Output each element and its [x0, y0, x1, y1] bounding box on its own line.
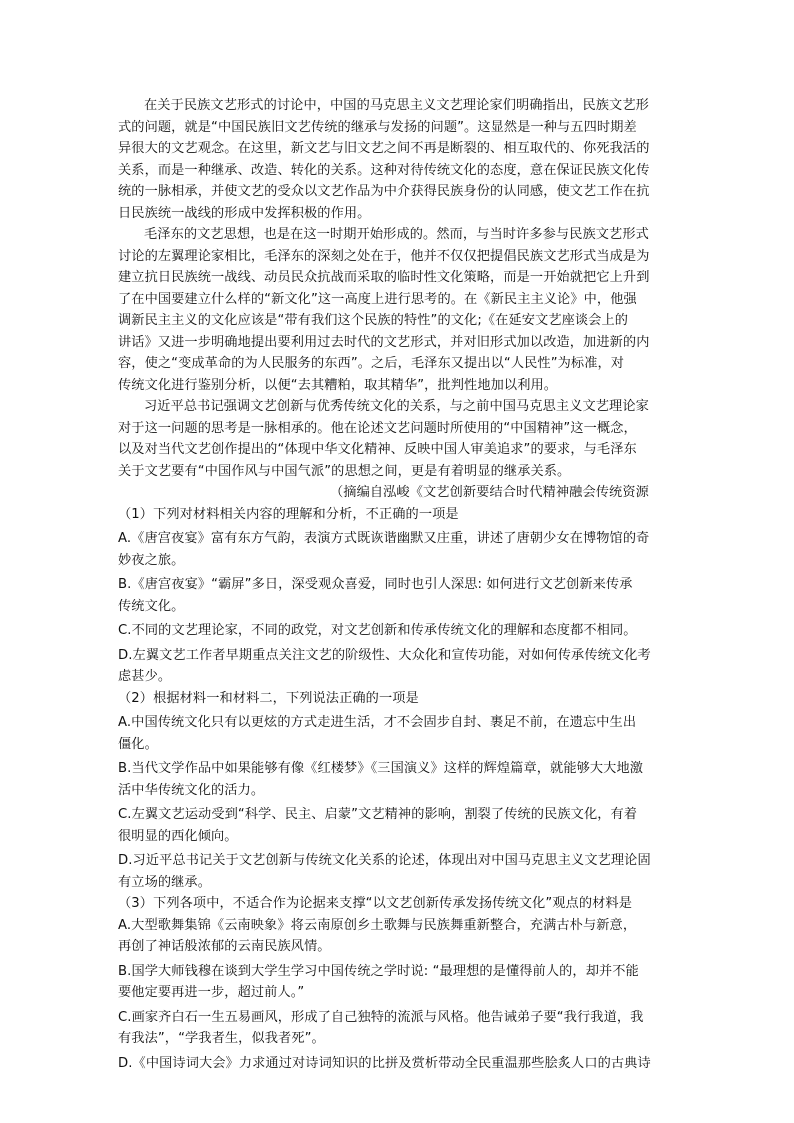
text-line: 容，使之“变成革命的为人民服务的东西”。之后，毛泽东又提出以“人民性”为标准，对: [118, 356, 625, 371]
paragraph-1: [118, 95, 680, 224]
text-line: 建立抗日民族统一战线、动员民众抗战而采取的临时性文化策略，而是一开始就把它上升到: [118, 270, 650, 285]
question-1: [118, 504, 680, 688]
option-line: A.中国传统文化只有以更炫的方式走进生活，才不会固步自封、裹足不前，在遗忘中生出: [118, 715, 637, 730]
question-stem: （2）根据材料一和材料二，下列说法正确的一项是: [118, 690, 419, 706]
option-c: [118, 620, 680, 642]
option-line: B.国学大师钱穆在谈到大学生学习中国传统之学时说: “最理想的是懂得前人的，却并不能: [118, 963, 639, 979]
option-d: [118, 645, 680, 688]
document-body: [118, 95, 680, 1074]
option-a: [118, 712, 680, 755]
option-c: [118, 1007, 680, 1050]
question-stem: （1）下列对材料相关内容的理解和分析，不正确的一项是: [118, 506, 459, 522]
option-line: 再创了神话般浓郁的云南民族风情。: [118, 939, 331, 954]
text-line: 日民族统一战线的形成中发挥积极的作用。: [118, 205, 371, 221]
question-3: [118, 893, 680, 1074]
option-b: [118, 961, 680, 1004]
option-line: 很明显的西化倾向。: [118, 828, 238, 844]
option-line: A.《唐宫夜宴》富有东方气韵，表演方式既诙谐幽默又庄重，讲述了唐朝少女在博物馆的奇: [118, 531, 650, 546]
option-a: [118, 915, 680, 958]
option-line: 有我法”，“学我者生，似我者死”。: [118, 1031, 325, 1046]
option-line: C.不同的文艺理论家，不同的政党，对文艺创新和传承传统文化的理解和态度都不相同。: [118, 623, 637, 638]
option-line: B.当代文学作品中如果能够有像《红楼梦》《三国演义》这样的辉煌篇章，就能够大大地激: [118, 761, 644, 776]
option-line: D.左翼文艺工作者早期重点关注文艺的阶级性、大众化和宣传功能，对如何传承传统文化考: [118, 647, 651, 663]
paragraph-2: [118, 224, 680, 396]
option-line: 僵化。: [118, 736, 158, 752]
option-line: 活中华传统文化的活力。: [118, 782, 265, 798]
text-line: 关系，而是一种继承、改造、转化的关系。这种对待传统文化的态度，意在保证民族文化传: [118, 162, 650, 178]
text-line: 统的一脉相承，并使文艺的受众以文艺作品为中介获得民族身份的认同感，使文艺工作在抗: [118, 184, 650, 199]
option-line: 传统文化。: [118, 598, 185, 614]
text-line: 讨论的左翼理论家相比，毛泽东的深刻之处在于，他并不仅仅把提倡民族文艺形式当成是为: [118, 248, 650, 264]
option-a: [118, 528, 680, 571]
option-line: D.《中国诗词大会》力求通过对诗词知识的比拼及赏析带动全民重温那些脍炙人口的古典诗: [118, 1055, 651, 1071]
source-citation: （摘编自泓峻《文艺创新要结合时代精神融会传统资源: [330, 485, 649, 500]
text-line: 在关于民族文艺形式的讨论中，中国的马克思主义文艺理论家们明确指出，民族文艺形: [144, 98, 649, 113]
option-b: [118, 758, 680, 801]
option-line: 要他定要再进一步，超过前人。”: [118, 985, 305, 1000]
text-line: 关于文艺要有“中国作风与中国气派”的思想之间，更是有着明显的继承关系。: [118, 463, 571, 479]
text-line: 传统文化进行鉴别分析，以便“去其糟粕，取其精华”，批判性地加以利用。: [118, 377, 558, 393]
text-line: 调新民主主义的文化应该是“带有我们这个民族的特性”的文化;《在延安文艺座谈会上的: [118, 313, 629, 328]
text-line: 了在中国要建立什么样的“新文化”这一高度上进行思考的。在《新民主主义论》中，他强: [118, 291, 637, 307]
option-c: [118, 804, 680, 847]
option-line: 有立场的继承。: [118, 874, 212, 890]
option-d: [118, 850, 680, 893]
option-line: C.左翼文艺运动受到“科学、民主、启蒙”文艺精神的影响，割裂了传统的民族文化，有着: [118, 807, 638, 822]
option-line: D.习近平总书记关于文艺创新与传统文化关系的论述，体现出对中国马克思主义文艺理论固: [118, 853, 651, 868]
option-line: B.《唐宫夜宴》“霸屏”多日，深受观众喜爱，同时也引人深思: 如何进行文艺创新来传承: [118, 577, 633, 592]
text-line: 毛泽东的文艺思想，也是在这一时期开始形成的。然而，与当时许多参与民族文艺形式: [144, 227, 649, 242]
option-line: A.大型歌舞集锦《云南映象》将云南原创乡土歌舞与民族舞重新整合，充满古朴与新意，: [118, 917, 637, 933]
option-line: 虑甚少。: [118, 669, 172, 684]
option-line: C.画家齐白石一生五易画风，形成了自己独特的流派与风格。他告诫弟子要“我行我道，我: [118, 1009, 644, 1025]
option-line: 妙夜之旅。: [118, 552, 185, 568]
text-line: 以及对当代文艺创作提出的“体现中华文化精神、反映中国人审美追求”的要求，与毛泽东: [118, 442, 637, 457]
question-2: [118, 688, 680, 894]
text-line: 习近平总书记强调文艺创新与优秀传统文化的关系，与之前中国马克思主义文艺理论家: [144, 399, 649, 414]
text-line: 异很大的文艺观念。在这里，新文艺与旧文艺之间不再是断裂的、相互取代的、你死我活的: [118, 141, 650, 156]
paragraph-3: [118, 396, 680, 482]
option-b: [118, 574, 680, 617]
question-stem: （3）下列各项中，不适合作为论据来支撑“以文艺创新传承发扬传统文化”观点的材料是: [118, 896, 632, 911]
text-line: 讲话》又进一步明确地提出要利用过去时代的文艺形式，并对旧形式加以改造，加进新的内: [118, 334, 650, 350]
text-line: 式的问题，就是“中国民族旧文艺传统的继承与发扬的问题”。这显然是一种与五四时期差: [118, 119, 637, 135]
text-line: 对于这一问题的思考是一脉相承的。他在论述文艺问题时所使用的“中国精神”这一概念，: [118, 420, 637, 436]
option-d: [118, 1053, 680, 1075]
